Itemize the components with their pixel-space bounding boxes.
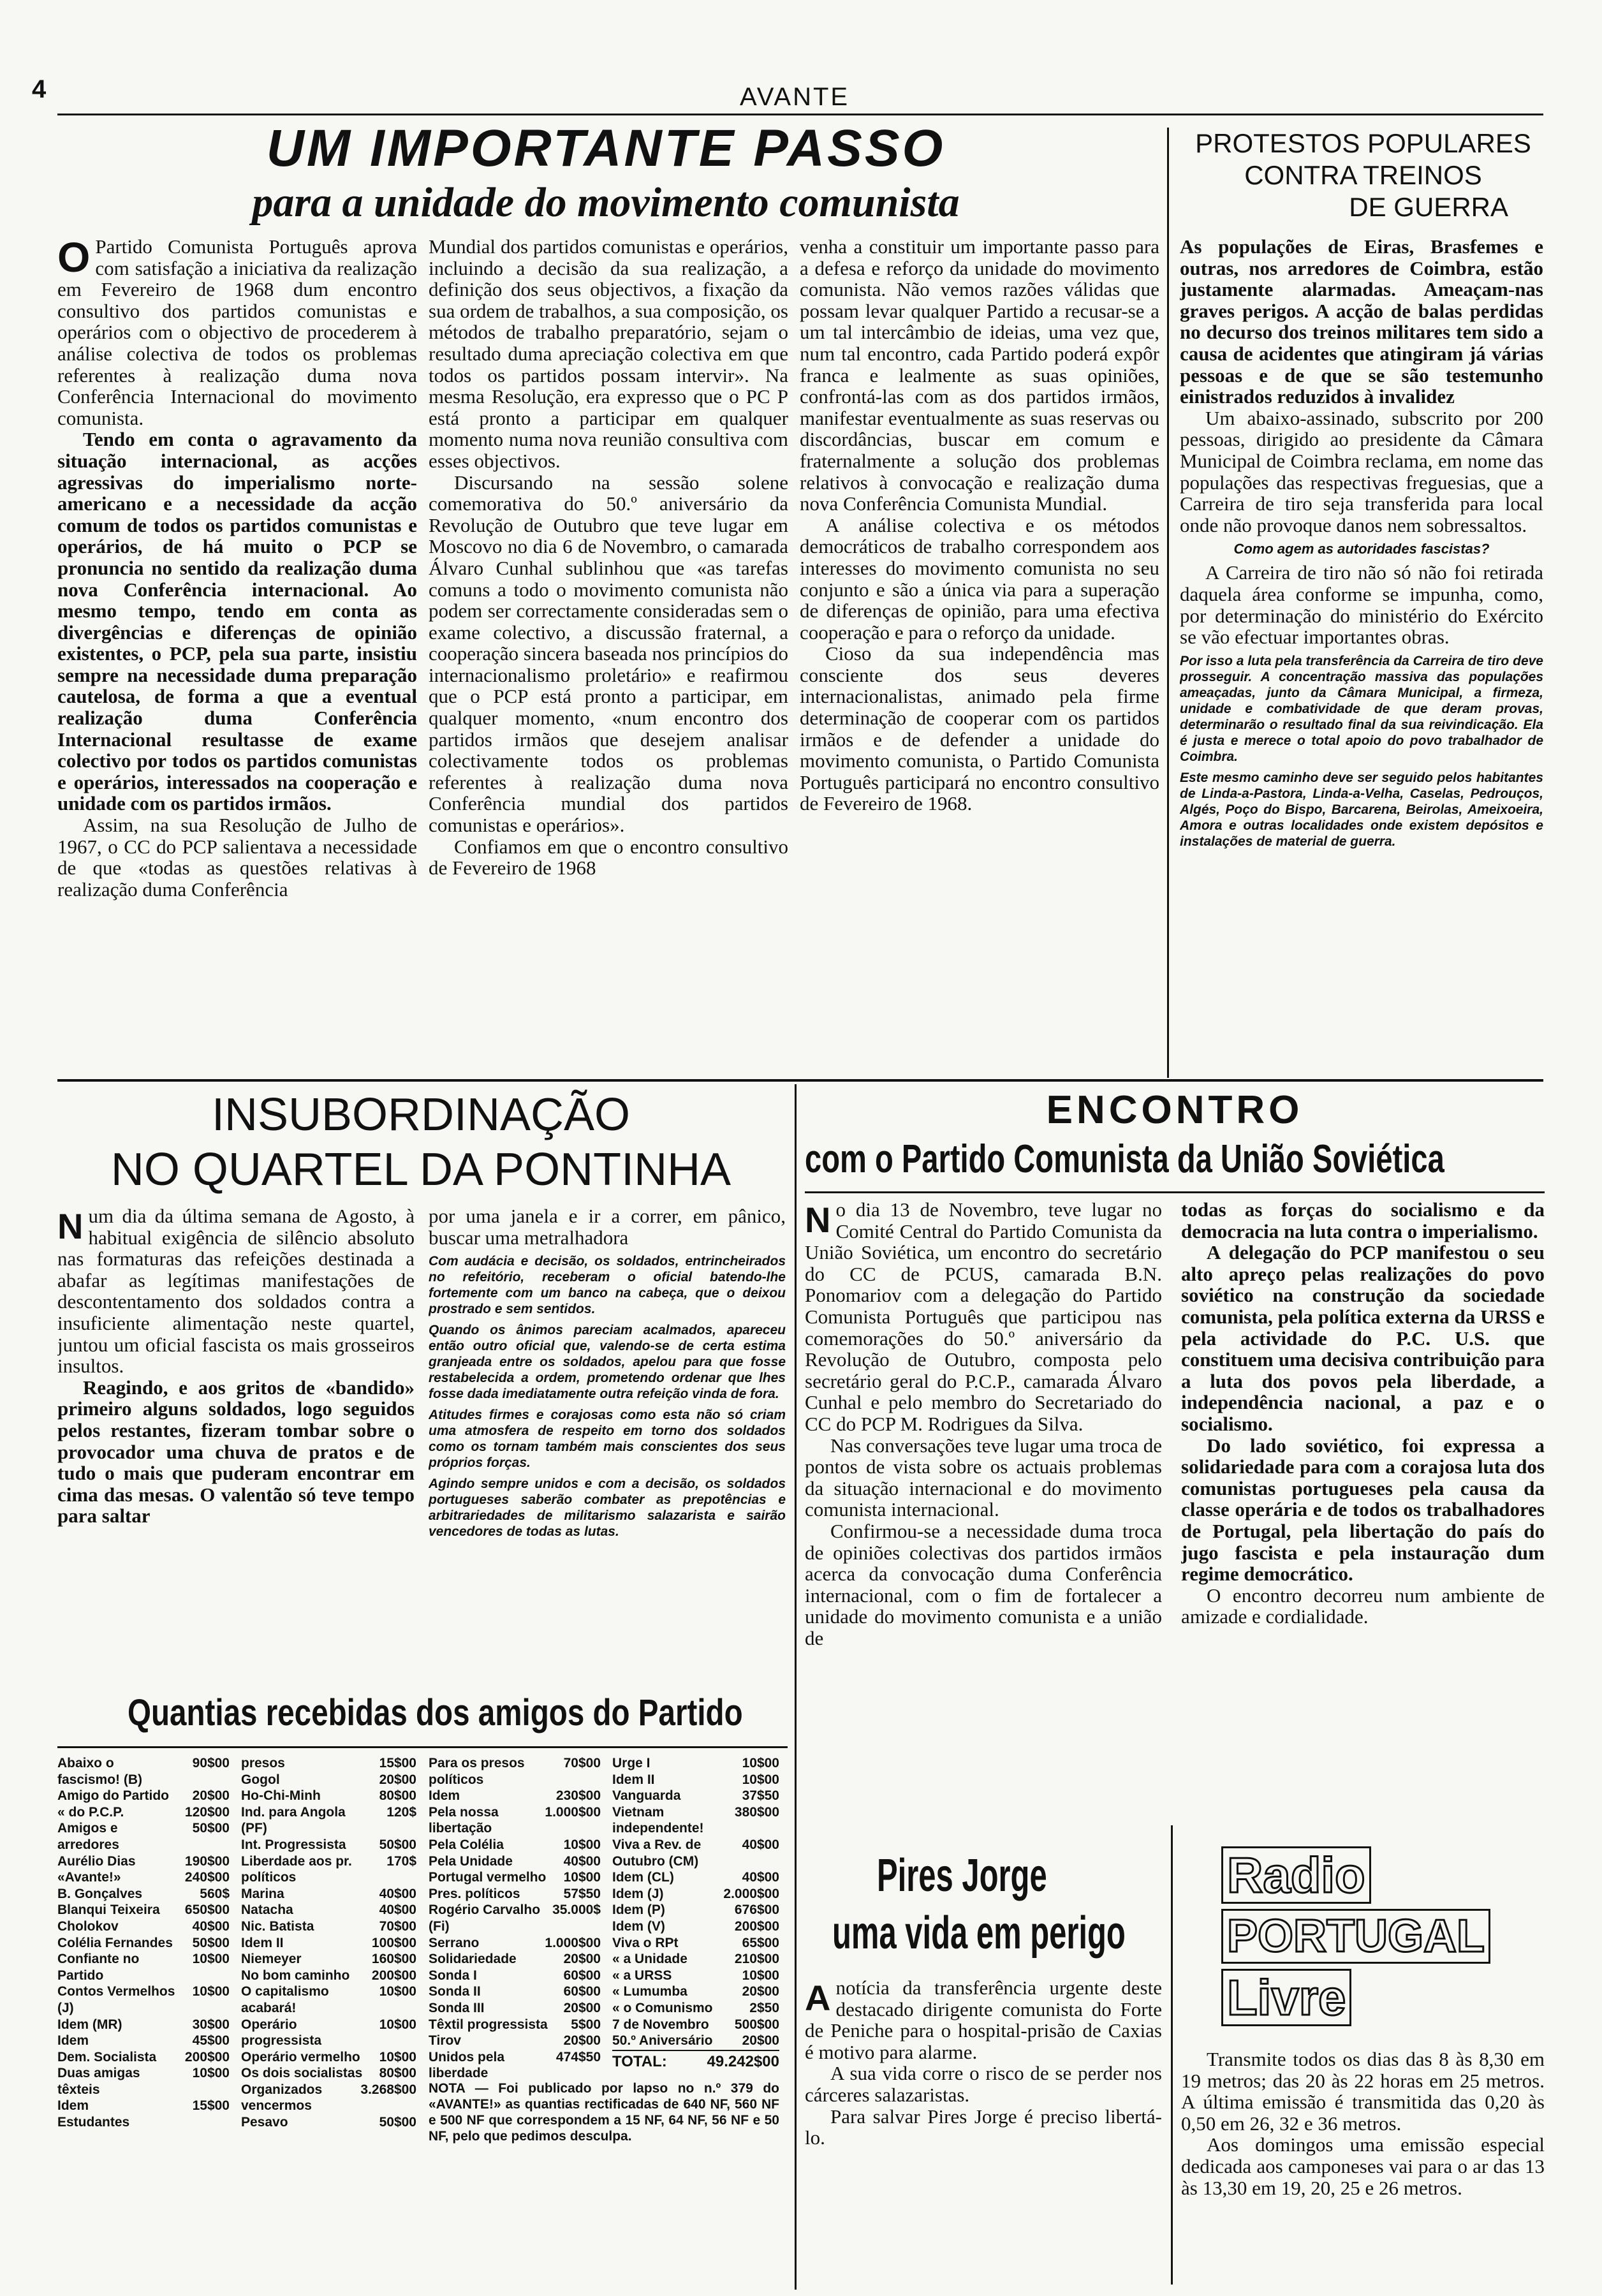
insub-note: Quando os ânimos pareciam acalmados, apareceu então outro oficial que, valendo-se de certa estima granjeada entre os soldados, apelou para que fosse restabelecida a ordem, prometendo ordenar que lhes fosse dada imediatamente outra refeição vinda de fora. [429, 1323, 786, 1402]
lead-column-3 [800, 236, 1159, 1075]
donation-row [612, 2000, 779, 2017]
donations-total-value: 49.242$00 [707, 2053, 779, 2070]
donation-row [57, 1935, 230, 1952]
donation-amount: 37$50 [742, 1788, 779, 1804]
donation-name: O capitalismo acabará! [241, 1984, 329, 2015]
donation-row [612, 1869, 779, 1886]
donation-amount: 2.000$00 [723, 1886, 779, 1901]
encontro-paragraph: Nas conversações teve lugar uma troca de pontos de vista sobre os actuais problemas da situação internacional e do movimento comunista internacional. [805, 1434, 1162, 1521]
donation-amount: 50$00 [379, 1837, 416, 1852]
protests-paragraph: A Carreira de tiro não só não foi retirada daquela área conforme se impunha, como, por determinação do ministério do Exército se vão efectuar importantes obras. [1180, 561, 1543, 649]
lead-subtitle: para a unidade do movimento comunista [252, 179, 960, 226]
lead-column-1 [57, 236, 417, 1075]
donation-name: Pela Unidade [429, 1853, 513, 1869]
donation-amount: 1.000$00 [545, 1804, 601, 1820]
donation-row [612, 1902, 779, 1918]
protests-note: Como agem as autoridades fascistas? [1233, 541, 1490, 557]
donation-name: Gogol [241, 1772, 280, 1787]
donation-row [429, 2017, 601, 2033]
donation-amount: 80$00 [379, 2066, 416, 2081]
donation-name: Aurélio Dias [57, 1853, 136, 1869]
donations-total [612, 2050, 779, 2070]
insub-paragraph: um dia da última semana de Agosto, à habitual exigência de silêncio absoluto nas formaturas das refeições destinada a abafar as legítimas manifestações de descontentamento dos soldados contra a insuficiente alimentação neste quartel, juntou um oficial fascista os mais grosseiros insultos. [57, 1205, 415, 1378]
lead-paragraph: Discursando na sessão solene comemorativa do 50.º aniversário da Revolução de Outubro que teve lugar em Moscovo no dia 6 de Novembro, o camarada Álvaro Cunhal sublinhou que «as tarefas comuns a todo o movimento comunista não podem ser correctamente consideradas sem o exame colectivo, a discussão fraternal, a cooperação sincera baseada nos princípios do internacionalismo proletário» e reafirmou que o PCP está pronto a participar, em qualquer momento, «num encontro dos partidos irmãos que desejem analisar colectivamente todos os problemas referentes à realização duma nova Conferência mundial dos partidos comunistas e operários». [429, 471, 788, 837]
radio-paragraph: Transmite todos os dias das 8 às 8,30 em 19 metros; das 20 às 22 horas em 25 metros. A última emissão é transmitida das 0,20 às 0,50 em 26, 32 e 36 metros. [1181, 2049, 1545, 2135]
donation-row [241, 1886, 416, 1902]
donation-row [429, 1968, 601, 1984]
protests-note: Por isso a luta pela transferência da Carreira de tiro deve prosseguir. A concentração massiva das populações ameaçadas, junto da Câmara Municipal, a firmeza, unidade e combatividade de que deram provas, determinarão o resultado final da sua reivindicação. Ela é justa e merece o total apoio do povo trabalhador de Coimbra. [1180, 653, 1543, 764]
donation-row [241, 1918, 416, 1935]
lead-column-2 [429, 236, 788, 1075]
donation-row [241, 1837, 416, 1853]
lead-dropcap: O [57, 236, 91, 281]
donation-amount: 65$00 [742, 1935, 779, 1950]
donation-row [429, 1837, 601, 1853]
donation-amount: 20$00 [192, 1788, 230, 1804]
encontro-rule [805, 1191, 1545, 1193]
radio-logo [1221, 1846, 1489, 2026]
donations-column-3 [429, 1755, 601, 2082]
donation-row [57, 1820, 230, 1853]
donation-name: Ho-Chi-Minh [241, 1788, 321, 1804]
donation-name: Idem (MR) [57, 2017, 122, 2032]
donation-name: «Avante!» [57, 1870, 121, 1885]
pires-title-line1: Pires Jorge [877, 1850, 1047, 1901]
donation-amount: 20$00 [742, 1984, 779, 1999]
protests-title-line: CONTRA TREINOS [1244, 160, 1482, 190]
lead-paragraph: Tendo em conta o agravamento da situação internacional, as acções agressivas do imperialismo norte-americano e a necessidade da acção comum de todos os partidos comunistas e operários, de há muito o PCP se pronuncia no sentido da realização duma nova Conferência internacional. Ao mesmo tempo, tendo em conta as divergências e diferenças de opinião existentes, o PCP, pela sua parte, insistiu sempre na necessidade duma preparação cautelosa, de forma a que a eventual realização duma Conferência Internacional resultasse de exame colectivo por todos os partidos comunistas e operários, interessados na cooperação e unidade com os partidos irmãos. [57, 428, 417, 815]
column-rule [1171, 1825, 1173, 2285]
donation-row [429, 1853, 601, 1870]
donation-name: Sonda I [429, 1968, 477, 1983]
donation-amount: 30$00 [192, 2017, 230, 2032]
insub-column-1 [57, 1205, 415, 1684]
donation-name: « Lumumba [612, 1984, 687, 1999]
lead-paragraph: venha a constituir um importante passo para a defesa e reforço da unidade do movimento comunista. Não vemos razões válidas que possam levar qualquer Partido a recusar-se a um tal intercâmbio de ideias, uma vez que, num tal encontro, cada Partido poderá expôr franca e lealmente as suas opiniões, confrontá-las com as dos partidos irmãos, manifestar eventualmente as suas reservas ou discordâncias, buscar em comum e fraternalmente a solução dos problemas relativos à convocação e realização duma nova Conferência Comunista Mundial. [800, 236, 1159, 515]
donation-amount: 40$00 [192, 1918, 230, 1934]
insub-column-2 [429, 1205, 786, 1684]
protests-column [1180, 236, 1543, 1078]
donation-name: « a URSS [612, 1968, 672, 1983]
insub-title-line: NO QUARTEL DA PONTINHA [110, 1144, 731, 1195]
donation-name: Sonda II [429, 1984, 481, 1999]
donation-name: Estudantes [57, 2115, 130, 2130]
donation-name: Solidariedade [429, 1952, 517, 1967]
lead-title: UM IMPORTANTE PASSO [266, 119, 946, 177]
encontro-paragraph: todas as forças do socialismo e da democracia na luta contra o imperialismo. [1181, 1199, 1545, 1242]
lead-paragraph: Cioso da sua independência mas consciente dos seus deveres internacionalistas, animado pela firme determinação de cooperar com os partidos irmãos e de defender a unidade do movimento comunista, o Partido Comunista Português participará no encontro consultivo de Fevereiro de 1968. [800, 642, 1159, 815]
donation-name: Pela nossa libertação [429, 1804, 499, 1836]
donation-amount: 3.268$00 [360, 2082, 416, 2097]
radio-logo-line: Livre [1221, 1969, 1351, 2026]
pires-title-line2: uma vida em perigo [832, 1908, 1126, 1959]
donations-rule [57, 1746, 788, 1748]
donation-amount: 120$00 [184, 1804, 230, 1820]
donation-name: Idem II [612, 1772, 655, 1787]
encontro-paragraph: Do lado soviético, foi expressa a solidariedade para com a corajosa luta dos comunistas portugueses pela causa da classe operária e de todos os trabalhadores de Portugal, pela libertação do país do jugo fascista e pela instauração dum regime democrático. [1181, 1434, 1545, 1586]
donation-name: Idem [57, 2033, 89, 2049]
protests-title [1180, 128, 1547, 223]
donation-name: Viva o RPt [612, 1935, 679, 1950]
donation-name: Natacha [241, 1902, 293, 1918]
donation-row [241, 2017, 416, 2049]
donation-name: Dem. Socialista [57, 2049, 157, 2064]
donation-amount: 40$00 [563, 1853, 601, 1869]
donation-name: Ind. para Angola (PF) [241, 1804, 346, 1836]
encontro-column-2 [1181, 1199, 1545, 1818]
donations-title: Quantias recebidas dos amigos do Partido [128, 1692, 743, 1733]
donation-row [241, 1968, 416, 1984]
encontro-column-1 [805, 1199, 1162, 1818]
header-rule [57, 114, 1543, 115]
donation-row [57, 2065, 230, 2098]
donation-amount: 10$00 [563, 1870, 601, 1885]
donation-row [241, 2114, 416, 2131]
donation-row [57, 1983, 230, 2016]
donation-name: Os dois socialistas [241, 2066, 363, 2081]
donation-name: Int. Progressista [241, 1837, 346, 1852]
donation-name: Contos Vermelhos (J) [57, 1984, 175, 2015]
donation-name: Organizados vencermos [241, 2082, 323, 2114]
donation-row [241, 2082, 416, 2114]
donation-name: Abaixo o fascismo! (B) [57, 1756, 143, 1787]
donation-amount: 200$00 [734, 1918, 779, 1934]
donation-amount: 474$50 [555, 2049, 601, 2064]
pires-paragraph: notícia da transferência urgente deste destacado dirigente comunista do Forte de Peniche para o hospital-prisão de Caxias é motivo para alarme. [805, 1977, 1162, 2063]
donation-amount: 45$00 [192, 2033, 230, 2049]
donation-row [241, 1935, 416, 1952]
donation-name: Niemeyer [241, 1952, 302, 1967]
donation-row [57, 1788, 230, 1804]
donation-name: Pela Colélia [429, 1837, 504, 1852]
donation-amount: 20$00 [563, 2033, 601, 2049]
lead-paragraph: Partido Comunista Português aprova com satisfação a iniciativa da realização em Fevereiro de 1968 dum encontro consultivo dos partidos comunistas e operários com o objectivo de procederem à análise colectiva de todos os problemas referentes à realização duma nova Conferência Internacional do movimento comunista. [57, 236, 417, 429]
column-rule [1167, 128, 1169, 1078]
donation-amount: 50$00 [192, 1935, 230, 1950]
donation-row [429, 1886, 601, 1902]
donation-name: « o Comunismo [612, 2000, 713, 2015]
donation-amount: 10$00 [742, 1968, 779, 1983]
donation-row [612, 1788, 779, 1804]
donation-row [429, 1804, 601, 1837]
section-rule [57, 1079, 1543, 1082]
insub-paragraph: Reagindo, e aos gritos de «bandido» primeiro alguns soldados, logo seguidos pelos restantes, fizeram tombar sobre o provocador uma chuva de pratos e de tudo o mais que puderam encontrar em cima das mesas. O valentão só teve tempo para saltar [57, 1376, 415, 1527]
donation-amount: 380$00 [734, 1804, 779, 1820]
donation-row [429, 1983, 601, 2000]
donation-amount: 200$00 [371, 1968, 416, 1983]
donation-amount: 50$00 [379, 2115, 416, 2130]
donation-amount: 560$ [200, 1886, 230, 1901]
donation-row [241, 1951, 416, 1968]
donation-name: Sonda III [429, 2000, 485, 2015]
encontro-dropcap: N [805, 1200, 831, 1240]
protests-note: Este mesmo caminho deve ser seguido pelos habitantes de Linda-a-Pastora, Linda-a-Velha, Caselas, Pedrouços, Algés, Poço do Bispo, Barcarena, Beirolas, Ameixoeira, Amora e outras localidades onde existem depósitos e instalações de material de guerra. [1180, 770, 1543, 849]
donation-amount: 40$00 [742, 1837, 779, 1852]
donation-amount: 10$00 [563, 1837, 601, 1852]
donation-name: Idem [57, 2098, 89, 2114]
donation-row [429, 2049, 601, 2082]
donation-name: Nic. Batista [241, 1918, 314, 1934]
donation-row [429, 1788, 601, 1804]
donation-row [57, 1918, 230, 1935]
encontro-title-line1: ENCONTRO [1046, 1088, 1304, 1132]
pires-paragraph: Para salvar Pires Jorge é preciso libertá-lo. [805, 2105, 1162, 2149]
donations-column-1 [57, 1755, 230, 2131]
donation-name: Cholokov [57, 1918, 119, 1934]
donation-name: Unidos pela liberdade [429, 2049, 505, 2081]
donation-name: Marina [241, 1886, 284, 1901]
radio-logo-line: Radio [1221, 1846, 1371, 1904]
donation-name: 7 de Novembro [612, 2017, 709, 2032]
donation-row [57, 1853, 230, 1870]
donation-row [429, 1869, 601, 1886]
page-number: 4 [32, 75, 47, 103]
insub-note: Atitudes firmes e corajosas como esta não só criam uma atmosfera de respeito em torno dos soldados como os tornam também mais conscientes dos seus próprios forças. [429, 1408, 786, 1471]
donation-row [57, 1869, 230, 1886]
donation-amount: 10$00 [192, 2066, 230, 2081]
donation-name: Vietnam independente! [612, 1804, 704, 1836]
donation-amount: 20$00 [563, 2000, 601, 2015]
donation-amount: 40$00 [379, 1902, 416, 1918]
donation-amount: 15$00 [192, 2098, 230, 2114]
donation-row [57, 2049, 230, 2066]
donation-row [241, 1853, 416, 1886]
lead-paragraph: Mundial dos partidos comunistas e operários, incluindo a decisão da sua realização, a definição dos seus objectivos, a fixação da sua ordem de trabalhos, a sua composição, os métodos de trabalho preparatório, sejam o resultado duma apreciação colectiva em que todos os partidos possam intervir». Na mesma Resolução, era expresso que o PC P está pronto a participar em qualquer momento numa nova reunião consultiva com esses objectivos. [429, 236, 788, 472]
donation-row [57, 1755, 230, 1788]
donation-amount: 10$00 [379, 2049, 416, 2064]
donation-row [57, 2033, 230, 2049]
lead-paragraph: Confiamos em que o encontro consultivo de Fevereiro de 1968 [429, 835, 788, 879]
donation-row [612, 1983, 779, 2000]
donation-amount: 10$00 [379, 1984, 416, 1999]
donation-row [612, 1918, 779, 1935]
donation-row [429, 1935, 601, 1952]
donation-row [612, 2033, 779, 2049]
donation-row [612, 1951, 779, 1968]
donation-name: Para os presos políticos [429, 1756, 525, 1787]
donation-amount: 240$00 [184, 1870, 230, 1885]
donation-name: Pesavo [241, 2115, 288, 2130]
donation-row [612, 1837, 779, 1869]
radio-logo-line: PORTUGAL [1221, 1909, 1490, 1964]
pires-column [805, 1977, 1162, 2270]
donation-name: Tirov [429, 2033, 461, 2049]
donation-name: B. Gonçalves [57, 1886, 143, 1901]
encontro-title-line2: com o Partido Comunista da União Soviética [805, 1137, 1444, 1181]
insub-note: Com audácia e decisão, os soldados, entrincheirados no refeitório, receberam o oficial batendo-lhe fortemente com um banco na cabeça, que o deixou prostrado e sem sentidos. [429, 1254, 786, 1317]
masthead: AVANTE [740, 83, 850, 111]
donation-amount: 10$00 [192, 1952, 230, 1967]
donation-amount: 57$50 [563, 1886, 601, 1901]
radio-column [1181, 2049, 1545, 2285]
donation-name: 50.º Aniversário [612, 2033, 713, 2049]
donation-name: Viva a Rev. de Outubro (CM) [612, 1837, 702, 1869]
donation-row [241, 1983, 416, 2016]
encontro-paragraph: O encontro decorreu num ambiente de amizade e cordialidade. [1181, 1584, 1545, 1628]
donation-row [612, 1935, 779, 1952]
donation-name: Pres. políticos [429, 1886, 520, 1901]
protests-paragraph: Um abaixo-assinado, subscrito por 200 pessoas, dirigido ao presidente da Câmara Municipal de Coimbra reclama, em nome das populações das respectivas freguesias, que a Carreira de tiro seja transferida para local onde não provoque danos nem sobressaltos. [1180, 406, 1543, 536]
donation-row [57, 2017, 230, 2033]
donation-row [57, 2114, 230, 2131]
donation-name: « do P.C.P. [57, 1804, 124, 1820]
donation-row [612, 1968, 779, 1984]
donation-row [429, 2033, 601, 2049]
donation-row [612, 2017, 779, 2033]
donation-row [241, 2065, 416, 2082]
protests-paragraph: As populações de Eiras, Brasfemes e outras, nos arredores de Coimbra, estão justamente alarmadas. Ameaçam-nas graves perigos. A acção de balas perdidas no decurso dos treinos militares tem sido a causa de acidentes que atingiram já várias pessoas e de que se são testemunho einistrados reduzidos à invalidez [1180, 236, 1543, 408]
donation-amount: 50$00 [192, 1821, 230, 1836]
donation-amount: 90$00 [192, 1756, 230, 1770]
donation-row [612, 1886, 779, 1902]
donation-name: Idem [429, 1788, 460, 1804]
donation-name: Portugal vermelho [429, 1870, 547, 1885]
donations-column-4 [612, 1755, 779, 2049]
donation-name: Duas amigas têxteis [57, 2066, 140, 2097]
donations-column-2 [241, 1755, 416, 2131]
donation-row [57, 2098, 230, 2114]
donation-row [429, 1902, 601, 1934]
donation-amount: 10$00 [742, 1772, 779, 1787]
donation-row [429, 1951, 601, 1968]
donation-amount: 40$00 [742, 1870, 779, 1885]
donation-amount: 650$00 [184, 1902, 230, 1918]
donation-row [429, 2000, 601, 2017]
donation-row [241, 1755, 416, 1772]
donation-amount: 500$00 [734, 2017, 779, 2032]
pires-dropcap: A [805, 1978, 831, 2018]
donation-amount: 10$00 [192, 1984, 230, 1999]
encontro-paragraph: Confirmou-se a necessidade duma troca de opiniões colectivas dos partidos irmãos acerca da convocação duma Conferência internacional, com o fim de fortalecer a unidade do movimento comunista e a união de [805, 1519, 1162, 1649]
donation-row [612, 1804, 779, 1837]
radio-paragraph: Aos domingos uma emissão especial dedicada aos camponeses vai para o ar das 13 às 13,30 em 19, 20, 25 e 26 metros. [1181, 2133, 1545, 2199]
donation-name: presos [241, 1756, 285, 1770]
donation-row [612, 1772, 779, 1788]
donation-amount: 10$00 [742, 1756, 779, 1770]
donation-name: « a Unidade [612, 1952, 687, 1967]
donation-row [57, 1902, 230, 1918]
insub-title [57, 1087, 784, 1197]
donation-amount: 5$00 [571, 2017, 601, 2032]
donation-name: Rogério Carvalho (Fi) [429, 1902, 541, 1934]
insub-note: Agindo sempre unidos e com a decisão, os soldados portugueses saberão combater as prepotências e arbitrariedades de militarismo salazarista e sairão vencedores de todas as lutas. [429, 1476, 786, 1540]
donation-amount: 100$00 [371, 1935, 416, 1950]
donation-name: Amigos e arredores [57, 1821, 119, 1852]
donation-row [57, 1804, 230, 1821]
donation-row [241, 2049, 416, 2066]
donation-amount: 200$00 [184, 2049, 230, 2064]
donation-row [241, 1788, 416, 1804]
donation-row [241, 1804, 416, 1837]
donation-amount: 1.000$00 [545, 1935, 601, 1950]
encontro-paragraph: o dia 13 de Novembro, teve lugar no Comité Central do Partido Comunista da União Soviética, um encontro do secretário do CC de PCUS, camarada B.N. Ponomariov com a delegação do Partido Comunista Português que participou nas comemorações do 50.º aniversário da Revolução de Outubro, composta pelo secretário geral do P.C.P., camarada Álvaro Cunhal e pelo membro do Secretariado do CC do PCP M. Rodrigues da Silva. [805, 1199, 1162, 1435]
donation-amount: 35.000$ [552, 1902, 601, 1918]
donation-amount: 60$00 [563, 1984, 601, 1999]
donation-amount: 40$00 [379, 1886, 416, 1901]
donation-name: Amigo do Partido [57, 1788, 169, 1804]
donation-amount: 210$00 [734, 1952, 779, 1967]
donation-amount: 15$00 [379, 1756, 416, 1770]
donation-name: Idem (J) [612, 1886, 664, 1901]
donation-name: No bom caminho [241, 1968, 350, 1983]
donation-name: Têxtil progressista [429, 2017, 548, 2032]
donation-name: Confiante no Partido [57, 1952, 140, 1983]
donation-row [57, 1886, 230, 1902]
protests-title-line: DE GUERRA [1349, 192, 1508, 222]
donation-amount: 10$00 [379, 2017, 416, 2032]
donation-name: Blanqui Teixeira [57, 1902, 160, 1918]
donation-amount: 170$ [386, 1853, 416, 1869]
donation-amount: 160$00 [371, 1952, 416, 1967]
protests-title-line: PROTESTOS POPULARES [1195, 128, 1531, 158]
donation-amount: 230$00 [555, 1788, 601, 1804]
donation-row [429, 1755, 601, 1788]
donation-name: Serrano [429, 1935, 480, 1950]
donation-amount: 20$00 [742, 2033, 779, 2049]
donation-name: Operário progressista [241, 2017, 322, 2049]
insub-dropcap: N [57, 1206, 84, 1246]
donation-name: Operário vermelho [241, 2049, 360, 2064]
donation-amount: 190$00 [184, 1853, 230, 1869]
donation-name: Liberdade aos pr. políticos [241, 1853, 352, 1885]
donation-amount: 120$ [386, 1804, 416, 1820]
donation-row [241, 1902, 416, 1918]
donation-amount: 70$00 [379, 1918, 416, 1934]
donations-note: NOTA — Foi publicado por lapso no n.º 379 do «AVANTE!» as quantias rectificadas de 640 NF, 560 NF e 500 NF que correspondem a 15 NF, 64 NF, 56 NF e 50 NF, pelo que pedimos desculpa. [429, 2081, 779, 2144]
lead-paragraph: Assim, na sua Resolução de Julho de 1967, o CC do PCP salientava a necessidade de que «todas as questões relativas à realização duma Conferência [57, 814, 417, 901]
donation-name: Idem (P) [612, 1902, 665, 1918]
insub-title-line: INSUBORDINAÇÃO [211, 1089, 631, 1140]
donation-name: Urge I [612, 1756, 650, 1770]
donations-total-label: TOTAL: [612, 2053, 667, 2070]
column-rule [795, 1084, 797, 2290]
donation-amount: 20$00 [379, 1772, 416, 1787]
donation-amount: 2$50 [749, 2000, 779, 2015]
lead-paragraph: A análise colectiva e os métodos democráticos de trabalho correspondem aos interesses do movimento comunista no seu conjunto e são a única via para a superação de diferenças de opinião, para uma efectiva cooperação e para o reforço da unidade. [800, 513, 1159, 644]
donation-amount: 676$00 [734, 1902, 779, 1918]
insub-paragraph: por uma janela e ir a correr, em pânico, buscar uma metralhadora [429, 1205, 786, 1249]
donation-name: Colélia Fernandes [57, 1935, 173, 1950]
donation-name: Idem II [241, 1935, 284, 1950]
donation-name: Vanguarda [612, 1788, 681, 1804]
donation-row [612, 1755, 779, 1772]
donation-amount: 70$00 [563, 1756, 601, 1770]
donation-row [57, 1951, 230, 1983]
donation-amount: 60$00 [563, 1968, 601, 1983]
pires-paragraph: A sua vida corre o risco de se perder nos cárceres salazaristas. [805, 2062, 1162, 2106]
donation-row [241, 1772, 416, 1788]
donation-amount: 80$00 [379, 1788, 416, 1804]
encontro-paragraph: A delegação do PCP manifestou o seu alto apreço pelas realizações do povo soviético na construção da sociedade comunista, pela política externa da URSS e pela actividade do P.C. U.S. que constituem uma decisiva contribuição para a luta dos povos pela liberdade, a independência nacional, a paz e o socialismo. [1181, 1241, 1545, 1435]
donation-name: Idem (V) [612, 1918, 665, 1934]
donation-amount: 20$00 [563, 1952, 601, 1967]
donation-name: Idem (CL) [612, 1870, 674, 1885]
